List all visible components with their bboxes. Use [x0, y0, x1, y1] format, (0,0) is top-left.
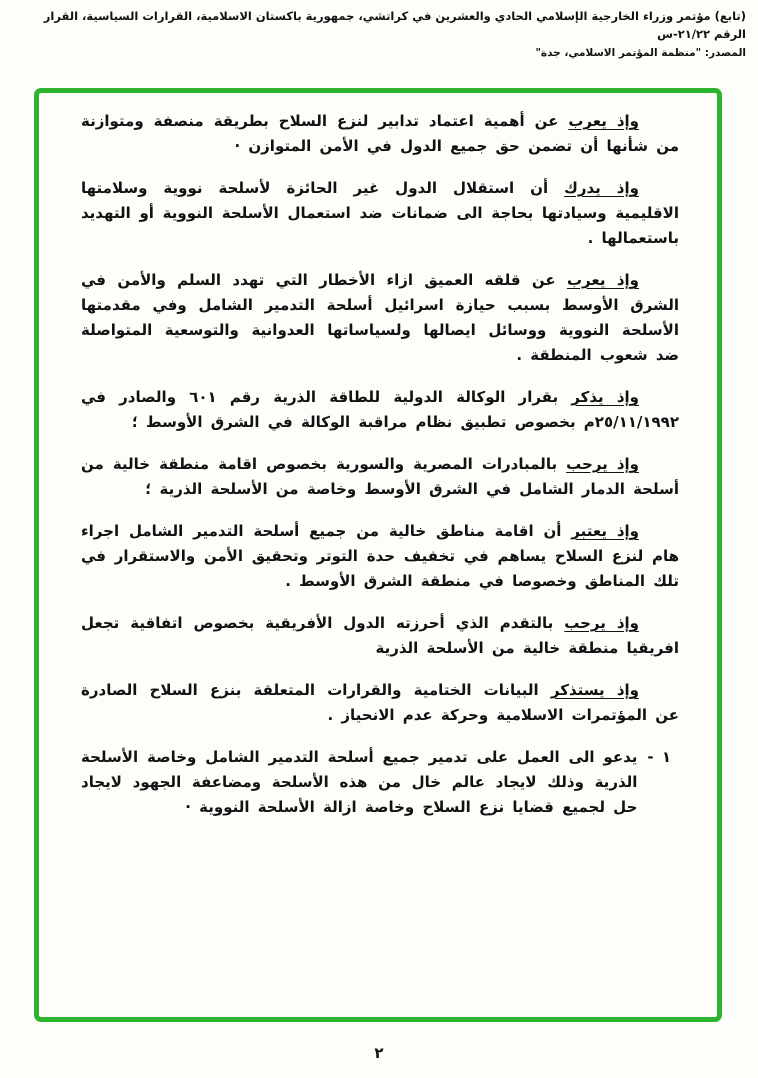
paragraph-lead: وإذ يرحب	[564, 614, 639, 632]
paragraph-lead: وإذ يرحب	[566, 455, 639, 473]
resolution-paragraph	[81, 452, 679, 502]
clause-number: ١ -	[647, 748, 671, 766]
document-header	[12, 7, 746, 59]
paragraph-body: أن استقلال الدول غير الحائزة لأسلحة نووية وسلامتها الاقليمية وسيادتها بحاجة الى ضمانات ضد استعمال الأسلحة النووية أو التهديد باستعمالها .	[81, 179, 679, 247]
page-number: ٢	[374, 1044, 384, 1062]
resolution-paragraph	[81, 678, 679, 728]
paragraph-body: عن قلقه العميق ازاء الأخطار التي تهدد السلم والأمن في الشرق الأوسط بسبب حيازة اسرائيل أسلحة التدمير الشامل وفي مقدمتها الأسلحة النووية ووسائل ايصالها ولسياساتها العدوانية والتوسعية المتواصلة ضد شعوب المنطقة .	[81, 271, 679, 364]
resolution-paragraph	[81, 176, 679, 251]
paragraph-body: بقرار الوكالة الدولية للطاقة الذرية رقم ٦٠١ والصادر في ٢٥/١١/١٩٩٢م بخصوص تطبيق نظام مراقبة الوكالة في الشرق الأوسط ؛	[81, 388, 679, 431]
numbered-clause	[81, 745, 671, 820]
paragraph-body: بالمبادرات المصرية والسورية بخصوص اقامة منطقة خالية من أسلحة الدمار الشامل في الشرق الأوسط وخاصة من الأسلحة الذرية ؛	[81, 455, 679, 498]
paragraph-body: بالتقدم الذي أحرزته الدول الأفريقية بخصوص اتفاقية تجعل افريقيا منطقة خالية من الأسلحة الذرية	[81, 614, 679, 657]
resolution-paragraph	[81, 109, 679, 159]
paragraph-body: أن اقامة مناطق خالية من جميع أسلحة التدمير الشامل اجراء هام لنزع السلاح يساهم في تخفيف حدة التوتر وتحقيق الأمن والاستقرار في تلك المناطق وخصوصا في منطقة الشرق الأوسط .	[81, 522, 679, 590]
paragraph-lead: وإذ يستذكر	[550, 681, 639, 699]
resolution-paragraph	[81, 519, 679, 594]
paragraph-body: عن أهمية اعتماد تدابير لنزع السلاح بطريقة منصفة ومتوازنة من شأنها أن تضمن حق جميع الدول في الأمن المتوازن ·	[81, 112, 679, 155]
resolution-paragraph	[81, 268, 679, 368]
resolution-paragraph	[81, 611, 679, 661]
document-title: (تابع) مؤتمر وزراء الخارجية الإسلامي الحادي والعشرين في كراتشي، جمهورية باكستان الاسلامية، القرارات السياسية، القرار الرقم ٢١/٢٢-س	[43, 9, 746, 42]
paragraph-lead: وإذ يعرب	[568, 112, 639, 130]
resolution-paragraph	[81, 385, 679, 435]
content-frame	[34, 88, 722, 1022]
paragraph-lead: وإذ يعتبر	[571, 522, 639, 540]
document-source: المصدر: "منظمة المؤتمر الاسلامي، جدة"	[535, 46, 746, 59]
paragraph-body: البيانات الختامية والقرارات المتعلقة بنزع السلاح الصادرة عن المؤتمرات الاسلامية وحركة عدم الانحياز .	[81, 681, 679, 724]
paragraph-lead: وإذ يعرب	[566, 271, 640, 289]
paragraph-lead: وإذ يذكر	[571, 388, 639, 406]
paragraph-lead: وإذ يدرك	[564, 179, 639, 197]
clause-text: يدعو الى العمل على تدمير جميع أسلحة التدمير الشامل وخاصة الأسلحة الذرية وذلك لايجاد عالم خال من هذه الأسلحة ومضاعفة الجهود لايجاد حل لجميع قضايا نزع السلاح وخاصة ازالة الأسلحة النووية ·	[81, 748, 638, 816]
